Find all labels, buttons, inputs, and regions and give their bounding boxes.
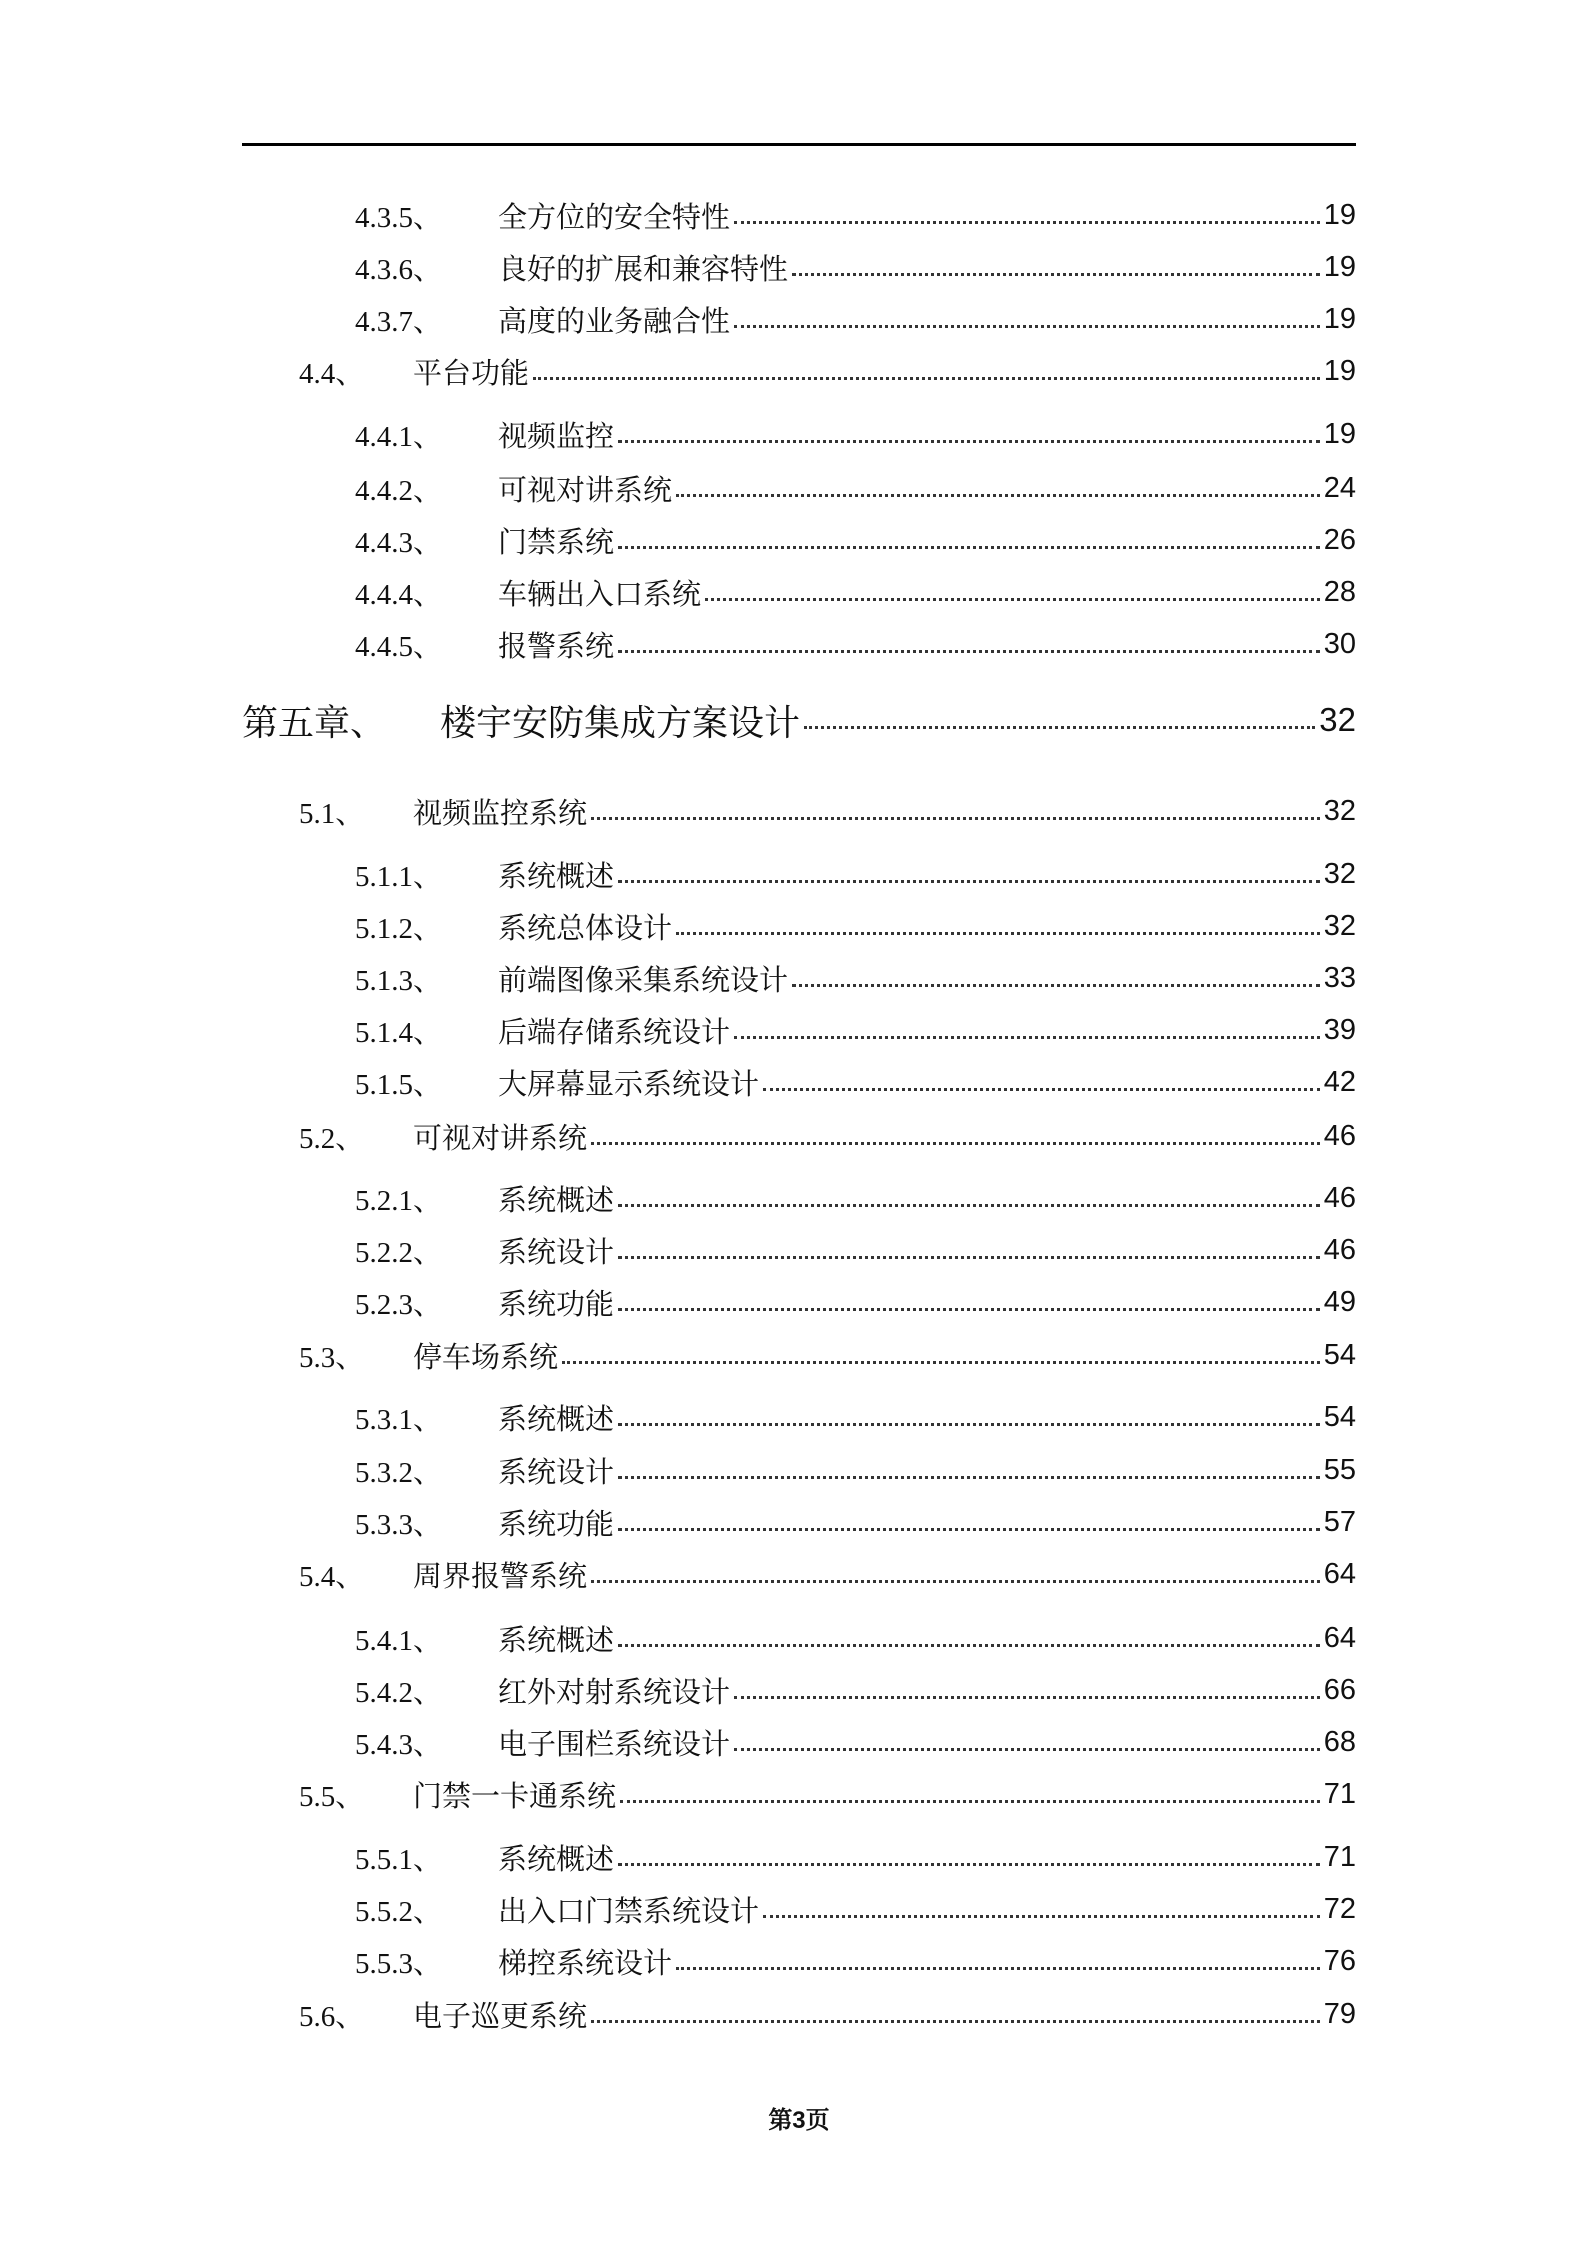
toc-entry-number: 4.4.2、: [355, 474, 443, 507]
toc-entry-number: 5.5、: [299, 1780, 365, 1813]
toc-entry[interactable]: [0, 1837, 1356, 1877]
dot-leader: [618, 1308, 1320, 1311]
toc-entry-page: 72: [1323, 1892, 1356, 1925]
toc-entry-number: 5.4、: [299, 1560, 365, 1593]
toc-entry-page: 46: [1323, 1181, 1356, 1214]
toc-entry-number: 5.1.1、: [355, 860, 443, 893]
dot-leader: [763, 1088, 1320, 1091]
toc-entry[interactable]: [0, 1941, 1356, 1981]
toc-entry-number: 5.1.3、: [355, 964, 443, 997]
toc-entry-page: 33: [1323, 961, 1356, 994]
toc-entry-number: 5.4.1、: [355, 1624, 443, 1657]
toc-entry[interactable]: [0, 1282, 1356, 1322]
toc-entry-page: 32: [1323, 909, 1356, 942]
toc-entry[interactable]: [0, 414, 1356, 454]
toc-entry-title: 系统概述: [498, 1403, 615, 1436]
toc-entry-number: 5.3.1、: [355, 1403, 443, 1436]
toc-entry[interactable]: [0, 1397, 1356, 1437]
toc-entry-number: 5.2.2、: [355, 1236, 443, 1269]
dot-leader: [618, 650, 1320, 653]
dot-leader: [676, 494, 1320, 497]
dot-leader: [734, 221, 1320, 224]
toc-entry-title: 车辆出入口系统: [498, 578, 702, 611]
toc-entry[interactable]: [0, 958, 1356, 998]
toc-entry-number: 5.2、: [299, 1122, 365, 1155]
toc-entry-title: 系统概述: [498, 860, 615, 893]
toc-entry-page: 54: [1323, 1338, 1356, 1371]
toc-entry-number: 5.1、: [299, 797, 365, 830]
dot-leader: [734, 325, 1320, 328]
toc-entry-page: 39: [1323, 1013, 1356, 1046]
toc-entry-title: 停车场系统: [413, 1341, 559, 1374]
dot-leader: [734, 1036, 1320, 1039]
toc-entry-page: 19: [1323, 302, 1356, 335]
dot-leader: [591, 817, 1320, 820]
dot-leader: [618, 1476, 1320, 1479]
toc-entry-page: 64: [1323, 1621, 1356, 1654]
toc-entry-number: 4.4、: [299, 357, 365, 390]
toc-entry-title: 后端存储系统设计: [498, 1016, 731, 1049]
toc-entry-title: 系统功能: [498, 1508, 615, 1541]
toc-entry-title: 系统设计: [498, 1236, 615, 1269]
toc-entry[interactable]: [0, 1062, 1356, 1102]
toc-entry-title: 可视对讲系统: [413, 1122, 588, 1155]
dot-leader: [734, 1748, 1320, 1751]
toc-entry[interactable]: [0, 1722, 1356, 1762]
toc-entry-title: 系统功能: [498, 1288, 615, 1321]
dot-leader: [591, 1142, 1320, 1145]
toc-entry-title: 电子围栏系统设计: [498, 1728, 731, 1761]
toc-entry[interactable]: [0, 1178, 1356, 1218]
toc-entry-number: 5.5.2、: [355, 1895, 443, 1928]
toc-entry-number: 5.4.2、: [355, 1676, 443, 1709]
toc-entry[interactable]: [0, 520, 1356, 560]
dot-leader: [618, 1863, 1320, 1866]
dot-leader: [533, 377, 1320, 380]
toc-entry[interactable]: [0, 791, 1356, 831]
dot-leader: [618, 1423, 1320, 1426]
toc-entry-number: 5.1.5、: [355, 1068, 443, 1101]
toc-entry-number: 5.2.1、: [355, 1184, 443, 1217]
toc-entry-number: 5.3.2、: [355, 1456, 443, 1489]
dot-leader: [620, 1800, 1320, 1803]
dot-leader: [792, 984, 1320, 987]
page-number-footer: 第3页: [768, 2107, 830, 2134]
toc-entry-title: 良好的扩展和兼容特性: [498, 253, 789, 286]
toc-entry[interactable]: [0, 1670, 1356, 1710]
toc-entry-page: 46: [1323, 1119, 1356, 1152]
toc-entry-number: 5.1.2、: [355, 912, 443, 945]
dot-leader: [618, 440, 1320, 443]
dot-leader: [591, 1580, 1320, 1583]
toc-entry[interactable]: [0, 1502, 1356, 1542]
toc-entry-page: 19: [1323, 417, 1356, 450]
toc-entry[interactable]: [0, 1994, 1356, 2034]
toc-entry[interactable]: [0, 624, 1356, 664]
toc-entry[interactable]: [0, 854, 1356, 894]
toc-entry-title: 视频监控: [498, 420, 615, 453]
dot-leader: [618, 880, 1320, 883]
toc-entry-number: 4.4.5、: [355, 630, 443, 663]
toc-entry-page: 71: [1323, 1777, 1356, 1810]
toc-entry[interactable]: [0, 1618, 1356, 1658]
toc-entry[interactable]: [0, 1889, 1356, 1929]
toc-entry-title: 出入口门禁系统设计: [498, 1895, 760, 1928]
toc-entry-page: 42: [1323, 1065, 1356, 1098]
toc-entry-page: 76: [1323, 1944, 1356, 1977]
toc-entry[interactable]: [0, 695, 1356, 745]
toc-entry-page: 66: [1323, 1673, 1356, 1706]
toc-entry-title: 门禁一卡通系统: [413, 1780, 617, 1813]
toc-entry-title: 系统概述: [498, 1843, 615, 1876]
dot-leader: [591, 2020, 1320, 2023]
toc-entry[interactable]: [0, 195, 1356, 235]
dot-leader: [705, 598, 1320, 601]
toc-entry[interactable]: [0, 1230, 1356, 1270]
toc-entry-title: 全方位的安全特性: [498, 201, 731, 234]
toc-entry-title: 系统概述: [498, 1184, 615, 1217]
toc-entry[interactable]: [0, 1010, 1356, 1050]
toc-entry-number: 5.5.3、: [355, 1947, 443, 1980]
toc-entry[interactable]: [0, 1116, 1356, 1156]
dot-leader: [676, 932, 1320, 935]
toc-entry-title: 大屏幕显示系统设计: [498, 1068, 760, 1101]
toc-entry-title: 系统概述: [498, 1624, 615, 1657]
toc-entry-title: 前端图像采集系统设计: [498, 964, 789, 997]
toc-entry-title: 高度的业务融合性: [498, 305, 731, 338]
toc-entry-title: 报警系统: [498, 630, 615, 663]
toc-entry-number: 5.5.1、: [355, 1843, 443, 1876]
toc-entry-page: 79: [1323, 1997, 1356, 2030]
dot-leader: [562, 1361, 1320, 1364]
toc-entry[interactable]: [0, 1774, 1356, 1814]
toc-entry[interactable]: [0, 247, 1356, 287]
toc-entry-number: 5.4.3、: [355, 1728, 443, 1761]
toc-entry-page: 30: [1323, 627, 1356, 660]
dot-leader: [618, 1256, 1320, 1259]
header-rule: [242, 143, 1356, 146]
toc-entry-page: 32: [1319, 701, 1356, 738]
toc-entry-page: 32: [1323, 857, 1356, 890]
toc-entry[interactable]: [0, 906, 1356, 946]
toc-entry-page: 64: [1323, 1557, 1356, 1590]
toc-entry-title: 系统设计: [498, 1456, 615, 1489]
toc-entry-title: 可视对讲系统: [498, 474, 673, 507]
toc-entry-number: 5.3.3、: [355, 1508, 443, 1541]
dot-leader: [676, 1967, 1320, 1970]
toc-entry-page: 19: [1323, 354, 1356, 387]
toc-entry-title: 楼宇安防集成方案设计: [440, 702, 801, 743]
toc-entry[interactable]: [0, 572, 1356, 612]
toc-entry-title: 梯控系统设计: [498, 1947, 673, 1980]
toc-entry-number: 5.1.4、: [355, 1016, 443, 1049]
toc-entry-title: 平台功能: [413, 357, 530, 390]
toc-entry-page: 26: [1323, 523, 1356, 556]
dot-leader: [618, 1644, 1320, 1647]
toc-entry[interactable]: [0, 1554, 1356, 1594]
toc-entry-page: 32: [1323, 794, 1356, 827]
toc-entry-page: 55: [1323, 1453, 1356, 1486]
toc-entry-page: 57: [1323, 1505, 1356, 1538]
dot-leader: [618, 1204, 1320, 1207]
toc-entry[interactable]: [0, 468, 1356, 508]
toc-entry[interactable]: [0, 299, 1356, 339]
dot-leader: [618, 1528, 1320, 1531]
dot-leader: [618, 546, 1320, 549]
dot-leader: [734, 1696, 1320, 1699]
dot-leader: [792, 273, 1320, 276]
toc-entry-page: 46: [1323, 1233, 1356, 1266]
toc-entry-number: 4.3.6、: [355, 253, 443, 286]
toc-entry-number: 4.3.5、: [355, 201, 443, 234]
toc-entry-title: 系统总体设计: [498, 912, 673, 945]
toc-entry-number: 4.4.1、: [355, 420, 443, 453]
toc-entry-title: 门禁系统: [498, 526, 615, 559]
toc-entry-page: 19: [1323, 250, 1356, 283]
dot-leader: [804, 726, 1315, 729]
toc-entry-title: 视频监控系统: [413, 797, 588, 830]
toc-entry-page: 68: [1323, 1725, 1356, 1758]
toc-entry-number: 5.3、: [299, 1341, 365, 1374]
toc-entry-page: 54: [1323, 1400, 1356, 1433]
toc-entry-page: 28: [1323, 575, 1356, 608]
toc-entry-number: 4.3.7、: [355, 305, 443, 338]
toc-entry-page: 71: [1323, 1840, 1356, 1873]
toc-entry-title: 红外对射系统设计: [498, 1676, 731, 1709]
toc-entry-number: 第五章、: [242, 702, 387, 743]
dot-leader: [763, 1915, 1320, 1918]
toc-entry-number: 4.4.4、: [355, 578, 443, 611]
toc-entry-page: 24: [1323, 471, 1356, 504]
toc-entry-number: 5.2.3、: [355, 1288, 443, 1321]
toc-entry-page: 49: [1323, 1285, 1356, 1318]
toc-entry-page: 19: [1323, 198, 1356, 231]
toc-entry-number: 5.6、: [299, 2000, 365, 2033]
toc-entry-title: 电子巡更系统: [413, 2000, 588, 2033]
toc-entry[interactable]: [0, 351, 1356, 391]
toc-entry-title: 周界报警系统: [413, 1560, 588, 1593]
toc-entry-number: 4.4.3、: [355, 526, 443, 559]
toc-entry[interactable]: [0, 1335, 1356, 1375]
toc-entry[interactable]: [0, 1450, 1356, 1490]
